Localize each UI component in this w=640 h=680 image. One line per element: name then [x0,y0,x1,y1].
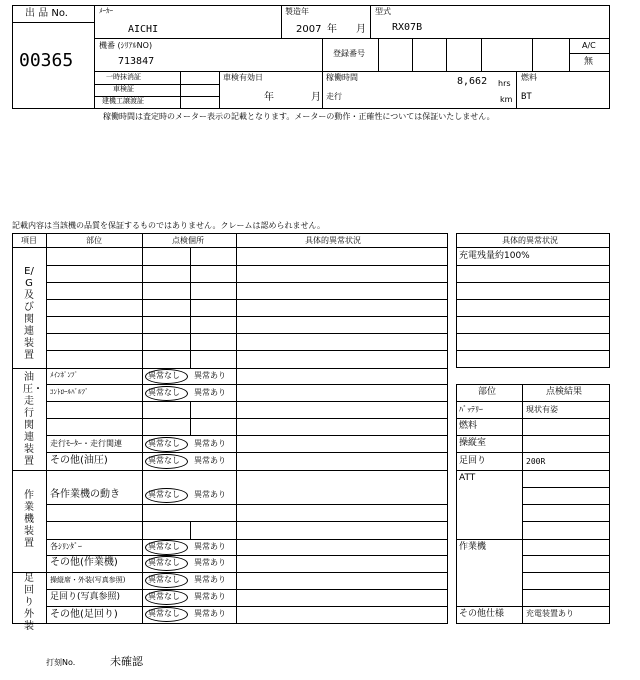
ok-label: 異常なし [148,490,180,499]
rb-battery-result: 現状有姿 [526,405,558,414]
model-label: 型式 [375,7,391,16]
ok-label: 異常なし [148,371,180,380]
ng-label: 異常あり [194,490,226,499]
serial: 713847 [118,56,155,67]
rb-undercarriage: 足回り [459,456,487,466]
part-hydraulic-other: その他(油圧) [50,455,108,466]
ok-label: 異常なし [148,388,180,397]
ok-label: 異常なし [148,609,180,618]
stamp-value: 未確認 [110,655,143,668]
ok-label: 異常なし [148,558,180,567]
part-work-other: その他(作業機) [50,557,118,568]
maker-label: ﾒｰｶｰ [99,7,113,15]
fuel-label: 燃料 [521,73,537,82]
rb-other-spec: その他仕様 [459,609,505,619]
col-item: 項目 [21,236,37,245]
ng-label: 異常あり [194,456,226,465]
col-detail: 具体的異常状況 [305,236,361,245]
col-part: 部位 [86,236,102,245]
ac-value: 無 [584,57,594,67]
group-work: 作業機装置 [24,490,34,549]
right-top-row-1: 充電残量約100% [459,251,530,261]
maker: AICHI [128,24,159,35]
year: 2007 [296,24,322,35]
ng-label: 異常あり [194,371,226,380]
rb-other-spec-result: 充電装置あり [526,609,574,618]
part-under-other: その他(足回り) [50,609,118,620]
group-hydraulic: 油圧・走行関連装置 [23,372,43,467]
year-unit: 年 [327,24,337,35]
inspection-month-unit: 月 [311,92,321,103]
group-under: 足回り外装 [24,573,34,632]
hours-unit: hrs [498,79,511,88]
rb-fuel: 燃料 [459,421,478,431]
hours: 8,662 [457,76,488,87]
ng-label: 異常あり [194,388,226,397]
ok-label: 異常なし [148,542,180,551]
ng-label: 異常あり [194,558,226,567]
hours-note: 稼働時間は査定時のメーター表示の記載となります。メーターの動作・正確性については保証いたしません。 [103,112,495,121]
ok-label: 異常なし [148,575,180,584]
travel-label: 走行 [326,92,342,101]
inspection-label: 車検有効日 [223,73,263,82]
lot-no-label: 出 品 No. [25,8,68,19]
cert-1: 一時抹消証 [106,73,141,81]
stamp-label: 打刻No. [46,658,76,667]
fuel: BT [521,92,532,102]
rb-cab: 操縦室 [459,438,487,448]
travel-unit: km [500,95,513,104]
rb-undercarriage-result: 200R [526,457,546,466]
ng-label: 異常あり [194,439,226,448]
part-work-motion: 各作業機の動き [50,489,120,500]
right-top-header: 具体的異常状況 [502,236,558,245]
ng-label: 異常あり [194,542,226,551]
ok-label: 異常なし [148,592,180,601]
rb-att: ATT [459,473,476,483]
col-check: 点検個所 [172,236,204,245]
quality-note: 記載内容は当該機の品質を保証するものではありません。クレームは認められません。 [12,221,325,230]
part-travel-motor: 走行ﾓｰﾀｰ・走行関連 [50,439,122,448]
reg-label: 登録番号 [333,49,365,58]
cert-3: 建機工譲渡証 [102,97,144,105]
rb-col-part: 部位 [478,387,497,397]
cert-2: 車検証 [113,85,134,93]
year-label: 製造年 [285,7,309,16]
ng-label: 異常あり [194,609,226,618]
rb-battery: ﾊﾞｯﾃﾘｰ [459,405,483,414]
part-control-valve: ｺﾝﾄﾛｰﾙﾊﾞﾙﾌﾞ [50,388,89,396]
ok-label: 異常なし [148,456,180,465]
ng-label: 異常あり [194,592,226,601]
inspection-year-unit: 年 [264,92,274,103]
month-unit: 月 [356,24,366,35]
part-main-pump: ﾒｲﾝﾎﾟﾝﾌﾟ [50,371,78,379]
ok-label: 異常なし [148,439,180,448]
rb-col-result: 点検結果 [546,387,583,397]
lot-no: 00365 [19,50,74,71]
hours-label: 稼働時間 [326,73,358,82]
serial-label: 機番 (ｼﾘｱﾙNO) [99,41,153,50]
group-eg: E/G及び関連装置 [24,266,34,361]
part-undercarriage: 足回り(写真参照) [50,592,121,602]
ac-label: A/C [582,41,596,50]
rb-work-machine: 作業機 [459,542,487,552]
model: RX07B [392,22,423,33]
part-cab-exterior: 操縦席・外装(写真参照) [50,576,126,584]
part-cylinders: 各ｼﾘﾝﾀﾞｰ [50,542,82,551]
ng-label: 異常あり [194,575,226,584]
